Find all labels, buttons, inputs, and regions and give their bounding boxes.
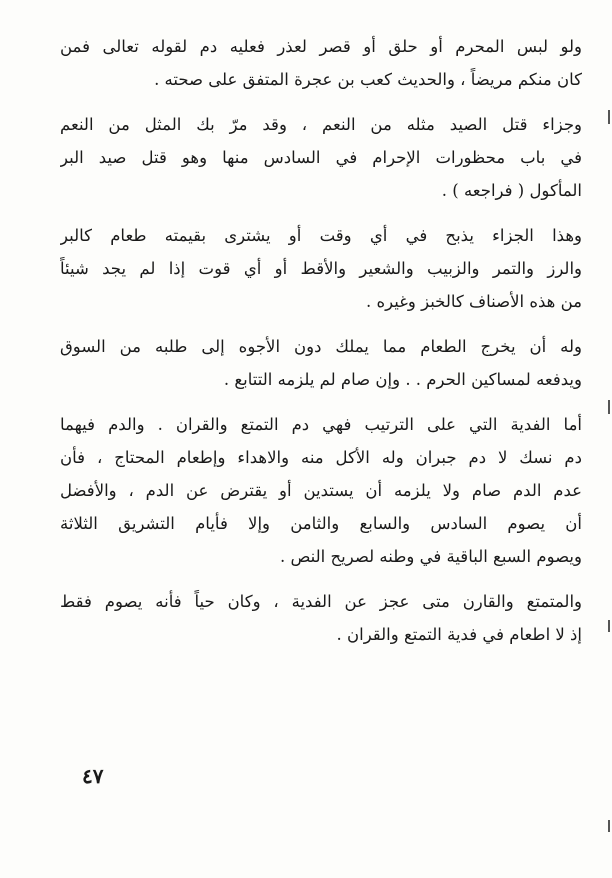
text-line: دم نسك لا دم جبران وله الأكل منه والاهداء وإطعام المحتاج ، فأن (60, 448, 582, 467)
text-line: ولو لبس المحرم أو حلق أو قصر لعذر فعليه دم لقوله تعالى فمن (60, 37, 582, 56)
text-line: أن يصوم السادس والسابع والثامن وإلا فأيام التشريق الثلاثة (60, 514, 582, 533)
text-line: المأكول ( فراجعه ) . (441, 181, 582, 200)
text-line: وهذا الجزاء يذبح في أي وقت أو يشترى بقيمته طعام كالبر (60, 226, 582, 245)
scan-edge-mark (608, 820, 610, 832)
page-number: ٤٧ (82, 764, 104, 788)
text-line: من هذه الأصناف كالخبز وغيره . (366, 292, 582, 311)
scan-edge-mark (608, 110, 610, 124)
text-line: ويدفعه لمساكين الحرم . . وإن صام لم يلزمه التتابع . (223, 370, 582, 389)
body-text (60, 30, 582, 651)
text-line: والرز والتمر والزبيب والشعير والأقط أو أي قوت إذا لم يجد شيئاً (60, 259, 582, 278)
text-line: وله أن يخرج الطعام مما يملك دون الأجوه إلى طلبه من السوق (60, 337, 582, 356)
text-line: عدم الدم صام ولا يلزمه أن يستدين أو يقترض عن الدم ، والأفضل (60, 481, 582, 500)
scan-edge-mark (608, 400, 610, 414)
paragraph-1 (60, 30, 582, 96)
text-line: وجزاء قتل الصيد مثله من النعم ، وقد مرّ بك المثل من النعم (60, 115, 582, 134)
paragraph-4 (60, 330, 582, 396)
text-line: ويصوم السبع الباقية في وطنه لصريح النص . (279, 547, 582, 566)
paragraph-3 (60, 219, 582, 318)
paragraph-5 (60, 408, 582, 573)
paragraph-2 (60, 108, 582, 207)
text-line: في باب محظورات الإحرام في السادس منها وهو قتل صيد البر (60, 148, 582, 167)
paragraph-6 (60, 585, 582, 651)
text-line: والمتمتع والقارن متى عجز عن الفدية ، وكان حياً فأنه يصوم فقط (60, 592, 582, 611)
text-line: كان منكم مريضاً ، والحديث كعب بن عجرة المتفق على صحته . (154, 70, 582, 89)
text-line: أما الفدية التي على الترتيب فهي دم التمتع والقران . والدم فيهما (60, 415, 582, 434)
text-line: إذ لا اطعام في فدية التمتع والقران . (336, 625, 582, 644)
scan-edge-mark (608, 620, 610, 632)
